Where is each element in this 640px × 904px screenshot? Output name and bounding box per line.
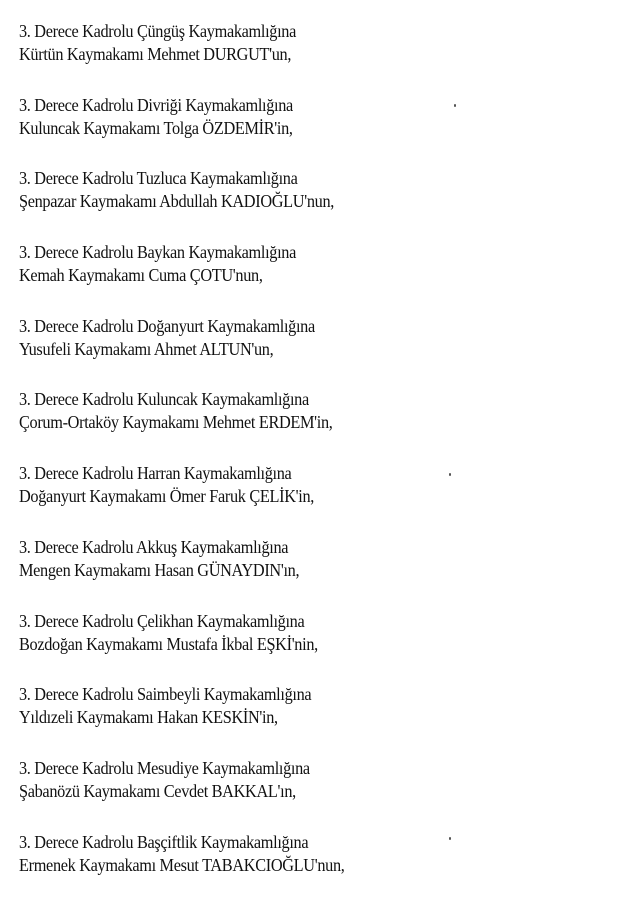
- entry-position-line: 3. Derece Kadrolu Tuzluca Kaymakamlığına: [19, 168, 298, 189]
- scan-speck: [454, 104, 456, 107]
- entry-position-line: 3. Derece Kadrolu Saimbeyli Kaymakamlığına: [19, 684, 312, 705]
- entry-appointee-line: Mengen Kaymakamı Hasan GÜNAYDIN'ın,: [19, 559, 300, 580]
- appointment-entry: [19, 462, 619, 536]
- entry-appointee-line: Yıldızeli Kaymakamı Hakan KESKİN'in,: [19, 707, 278, 728]
- scan-speck: [449, 473, 451, 476]
- entry-appointee-line: Çorum-Ortaköy Kaymakamı Mehmet ERDEM'in,: [19, 412, 333, 433]
- appointment-entry: [19, 536, 619, 610]
- appointment-entry: [19, 610, 619, 684]
- appointment-entry: [19, 388, 619, 462]
- entry-position-line: 3. Derece Kadrolu Çüngüş Kaymakamlığına: [19, 21, 297, 41]
- entry-position-line: 3. Derece Kadrolu Çelikhan Kaymakamlığına: [19, 610, 305, 631]
- entry-position-line: 3. Derece Kadrolu Harran Kaymakamlığına: [19, 463, 292, 484]
- entry-position-line: 3. Derece Kadrolu Kuluncak Kaymakamlığına: [19, 389, 309, 410]
- appointment-entry: [19, 757, 619, 831]
- entry-position-line: 3. Derece Kadrolu Başçiftlik Kaymakamlığına: [19, 831, 309, 852]
- entry-appointee-line: Doğanyurt Kaymakamı Ömer Faruk ÇELİK'in,: [19, 486, 314, 507]
- entry-appointee-line: Kemah Kaymakamı Cuma ÇOTU'nun,: [19, 265, 263, 286]
- appointment-entry: [19, 167, 619, 241]
- entry-position-line: 3. Derece Kadrolu Baykan Kaymakamlığına: [19, 242, 296, 263]
- entry-position-line: 3. Derece Kadrolu Akkuş Kaymakamlığına: [19, 536, 289, 557]
- appointment-entry: [19, 94, 619, 168]
- entry-appointee-line: Kürtün Kaymakamı Mehmet DURGUT'un,: [19, 44, 292, 64]
- scan-speck: [449, 837, 451, 840]
- appointment-entry: [19, 20, 619, 94]
- appointment-list: [19, 20, 619, 904]
- entry-appointee-line: Bozdoğan Kaymakamı Mustafa İkbal EŞKİ'nin,: [19, 633, 318, 654]
- appointment-entry: [19, 315, 619, 389]
- entry-position-line: 3. Derece Kadrolu Mesudiye Kaymakamlığına: [19, 757, 310, 778]
- entry-appointee-line: Yusufeli Kaymakamı Ahmet ALTUN'un,: [19, 338, 274, 359]
- entry-position-line: 3. Derece Kadrolu Doğanyurt Kaymakamlığına: [19, 315, 315, 336]
- appointment-entry: [19, 683, 619, 757]
- entry-appointee-line: Kuluncak Kaymakamı Tolga ÖZDEMİR'in,: [19, 117, 293, 138]
- appointment-entry: [19, 241, 619, 315]
- entry-appointee-line: Şabanözü Kaymakamı Cevdet BAKKAL'ın,: [19, 780, 296, 801]
- appointment-entry: [19, 831, 619, 904]
- entry-appointee-line: Şenpazar Kaymakamı Abdullah KADIOĞLU'nun,: [19, 191, 335, 212]
- entry-appointee-line: Ermenek Kaymakamı Mesut TABAKCIOĞLU'nun,: [19, 854, 345, 875]
- entry-position-line: 3. Derece Kadrolu Divriği Kaymakamlığına: [19, 94, 293, 115]
